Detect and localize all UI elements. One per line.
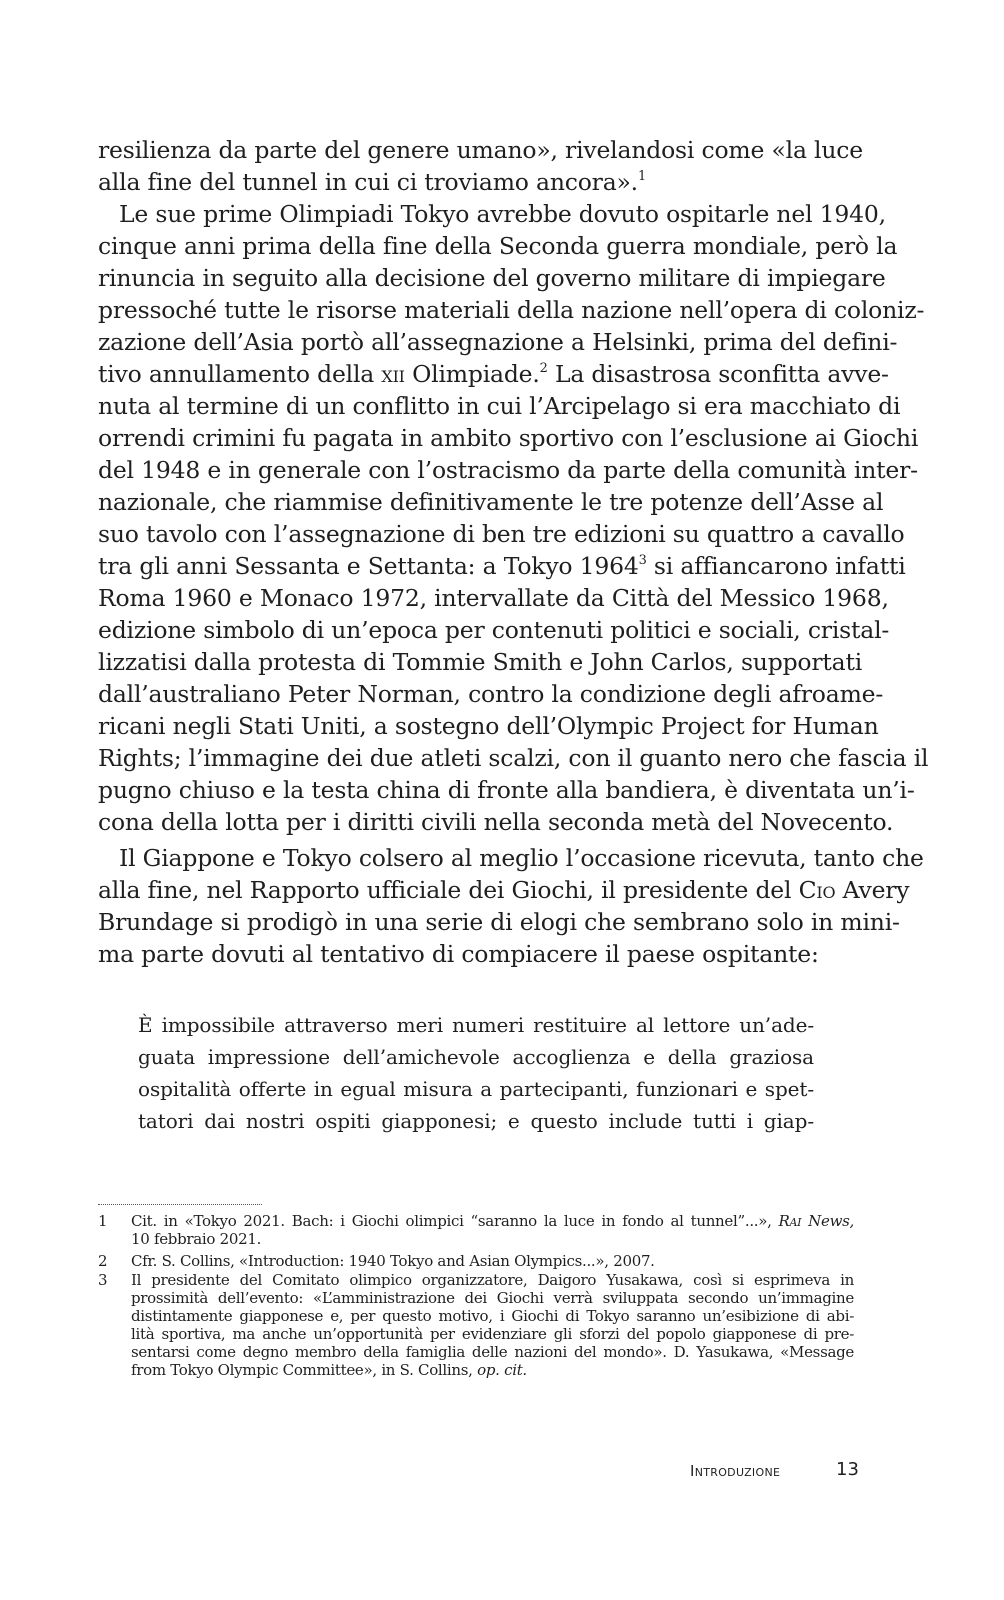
body-line: ricani negli Stati Uniti, a sostegno dell’Olympic Project for Human xyxy=(98,712,879,740)
body-line: Rights; l’immagine dei due atleti scalzi, con il guanto nero che fascia il xyxy=(98,744,929,772)
footnote-ref: 2 xyxy=(539,360,548,376)
body-line: tra gli anni Sessanta e Settanta: a Tokyo 1964$^3$ si affiancarono infatti xyxy=(98,552,906,580)
blockquote-line: guata impressione dell’amichevole accoglienza e della graziosa xyxy=(138,1045,814,1069)
body-line: nazionale, che riammise definitivamente le tre potenze dell’Asse al xyxy=(98,488,884,516)
body-line: Brundage si prodigò in una serie di elogi che sembrano solo in mini- xyxy=(98,908,900,936)
footnote-line: 10 febbraio 2021. xyxy=(131,1230,262,1248)
body-line: alla fine del tunnel in cui ci troviamo ancora».$^1$ xyxy=(98,168,646,196)
blockquote-line: È impossibile attraverso meri numeri restituire al lettore un’ade- xyxy=(138,1013,814,1037)
footnote-number: 2 xyxy=(98,1252,108,1270)
body-line: Roma 1960 e Monaco 1972, intervallate da Città del Messico 1968, xyxy=(98,584,889,612)
body-line: pressoché tutte le risorse materiali della nazione nell’opera di coloniz- xyxy=(98,296,925,324)
blockquote-line: tatori dai nostri ospiti giapponesi; e questo include tutti i giap- xyxy=(138,1109,814,1133)
body-line: orrendi crimini fu pagata in ambito sportivo con l’esclusione ai Giochi xyxy=(98,424,919,452)
running-head: Introduzione xyxy=(690,1462,781,1480)
body-line: cinque anni prima della fine della Seconda guerra mondiale, però la xyxy=(98,232,898,260)
body-line: ma parte dovuti al tentativo di compiacere il paese ospitante: xyxy=(98,940,819,968)
body-line: suo tavolo con l’assegnazione di ben tre edizioni su quattro a cavallo xyxy=(98,520,905,548)
footnote-number: 1 xyxy=(98,1212,108,1230)
body-line: rinuncia in seguito alla decisione del governo militare di impiegare xyxy=(98,264,886,292)
body-line: lizzatisi dalla protesta di Tommie Smith e John Carlos, supportati xyxy=(98,648,863,676)
body-line: edizione simbolo di un’epoca per contenuti politici e sociali, cristal- xyxy=(98,616,890,644)
body-line: zazione dell’Asia portò all’assegnazione a Helsinki, prima del defini- xyxy=(98,328,898,356)
body-line: Le sue prime Olimpiadi Tokyo avrebbe dovuto ospitarle nel 1940, xyxy=(119,200,886,228)
body-line: cona della lotta per i diritti civili nella seconda metà del Novecento. xyxy=(98,808,894,836)
footnote-line: Il presidente del Comitato olimpico organizzatore, Daigoro Yusakawa, così si esprimeva in xyxy=(131,1271,854,1289)
body-line: tivo annullamento della xii Olimpiade.$^2$ La disastrosa sconfitta avve- xyxy=(98,360,889,388)
body-line: resilienza da parte del genere umano», rivelandosi come «la luce xyxy=(98,136,863,164)
acronym: Cio xyxy=(798,876,836,904)
body-line: nuta al termine di un conflitto in cui l’Arcipelago si era macchiato di xyxy=(98,392,901,420)
footnote-separator xyxy=(98,1204,262,1205)
footnote-number: 3 xyxy=(98,1271,108,1289)
footnote-line: sentarsi come degno membro della famiglia delle nazioni del mondo». D. Yasukawa, «Message xyxy=(131,1343,854,1361)
footnote-line: Cfr. S. Collins, «Introduction: 1940 Tokyo and Asian Olympics...», 2007. xyxy=(131,1252,655,1270)
body-line: alla fine, nel Rapporto ufficiale dei Giochi, il presidente del Cio Avery xyxy=(98,876,910,904)
body-line: Il Giappone e Tokyo colsero al meglio l’occasione ricevuta, tanto che xyxy=(119,844,924,872)
body-line: del 1948 e in generale con l’ostracismo da parte della comunità inter- xyxy=(98,456,918,484)
page-number: 13 xyxy=(836,1459,859,1480)
footnote-line: prossimità dell’evento: «L’amministrazione dei Giochi verrà sviluppata secondo un’immagine xyxy=(131,1289,854,1307)
body-line: dall’australiano Peter Norman, contro la condizione degli afroame- xyxy=(98,680,884,708)
roman-numeral: xii xyxy=(381,360,405,388)
body-line: pugno chiuso e la testa china di fronte alla bandiera, è diventata un’i- xyxy=(98,776,915,804)
footnote-line: from Tokyo Olympic Committee», in S. Collins, op. cit. xyxy=(131,1361,527,1379)
footnote-ref: 3 xyxy=(638,552,647,568)
footnote-ref: 1 xyxy=(637,168,646,184)
footnote-line: distintamente giapponese e, per questo motivo, i Giochi di Tokyo saranno un’esibizione di abi- xyxy=(131,1307,854,1325)
blockquote-line: ospitalità offerte in egual misura a partecipanti, funzionari e spet- xyxy=(138,1077,814,1101)
footnote-line: Cit. in «Tokyo 2021. Bach: i Giochi olimpici “saranno la luce in fondo al tunnel”...», Rai News, xyxy=(131,1212,854,1230)
footnote-line: lità sportiva, ma anche un’opportunità per evidenziare gli sforzi del popolo giapponese di pre- xyxy=(131,1325,854,1343)
